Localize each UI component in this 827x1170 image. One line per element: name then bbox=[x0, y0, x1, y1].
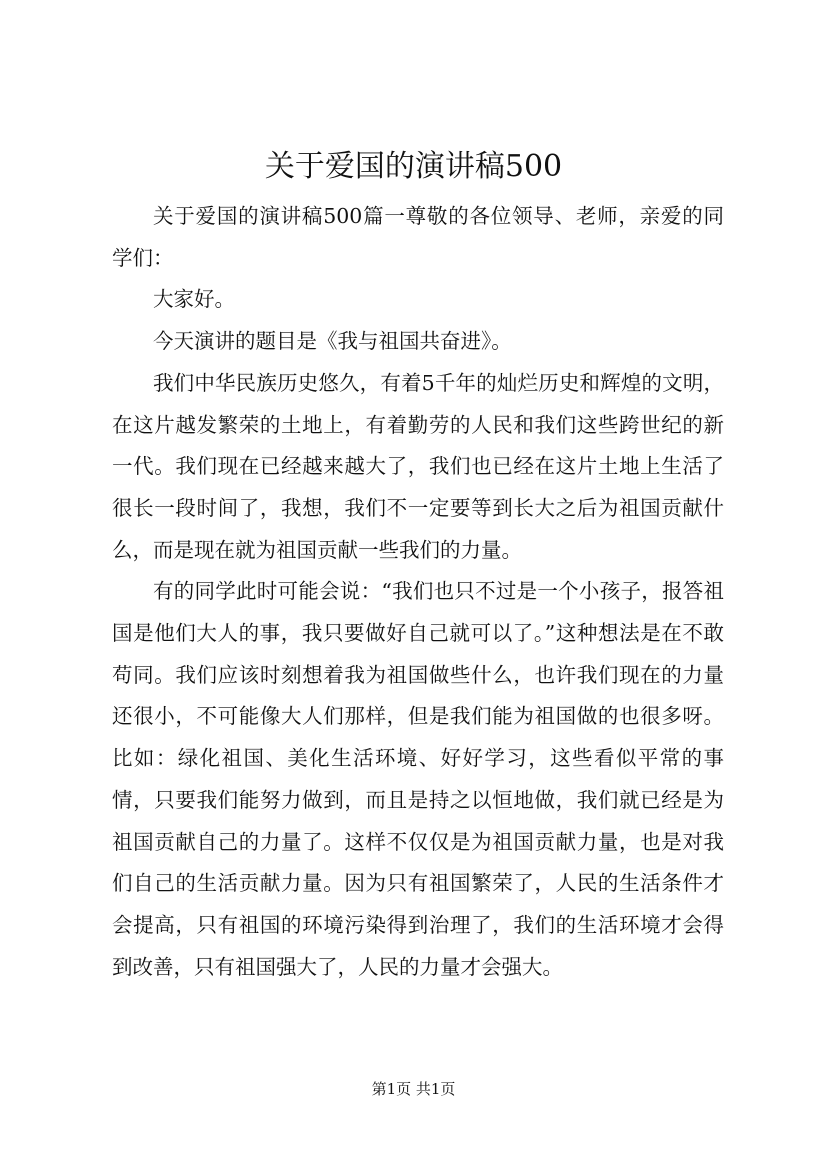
document-body bbox=[112, 196, 724, 988]
paragraph-history: 我们中华民族历史悠久，有着5千年的灿烂历史和辉煌的文明，在这片越发繁荣的土地上，有着勤劳的人民和我们这些跨世纪的新一代。我们现在已经越来越大了，我们也已经在这片土地上生活了很长一段时间了，我想，我们不一定要等到长大之后为祖国贡献什么，而是现在就为祖国贡献一些我们的力量。 bbox=[112, 370, 724, 562]
paragraph-greeting: 大家好。 bbox=[153, 287, 235, 312]
paragraph-topic: 今天演讲的题目是《我与祖国共奋进》。 bbox=[153, 329, 512, 354]
page-footer: 第1页 共1页 bbox=[371, 1080, 456, 1098]
document-title: 关于爱国的演讲稿500 bbox=[264, 149, 563, 184]
paragraph-contribution: 有的同学此时可能会说：“我们也只不过是一个小孩子，报答祖国是他们大人的事，我只要做好自己就可以了。”这种想法是在不敢苟同。我们应该时刻想着我为祖国做些什么，也许我们现在的力量还很小，不可能像大人们那样，但是我们能为祖国做的也很多呀。比如：绿化祖国、美化生活环境、好好学习，这些看似平常的事情，只要我们能努力做到，而且是持之以恒地做，我们就已经是为祖国贡献自己的力量了。这样不仅仅是为祖国贡献力量，也是对我们自己的生活贡献力量。因为只有祖国繁荣了，人民的生活条件才会提高，只有祖国的环境污染得到治理了，我们的生活环境才会得到改善，只有祖国强大了，人民的力量才会强大。 bbox=[112, 579, 724, 979]
paragraph-salutation: 关于爱国的演讲稿500篇一尊敬的各位领导、老师，亲爱的同学们： bbox=[112, 204, 724, 270]
